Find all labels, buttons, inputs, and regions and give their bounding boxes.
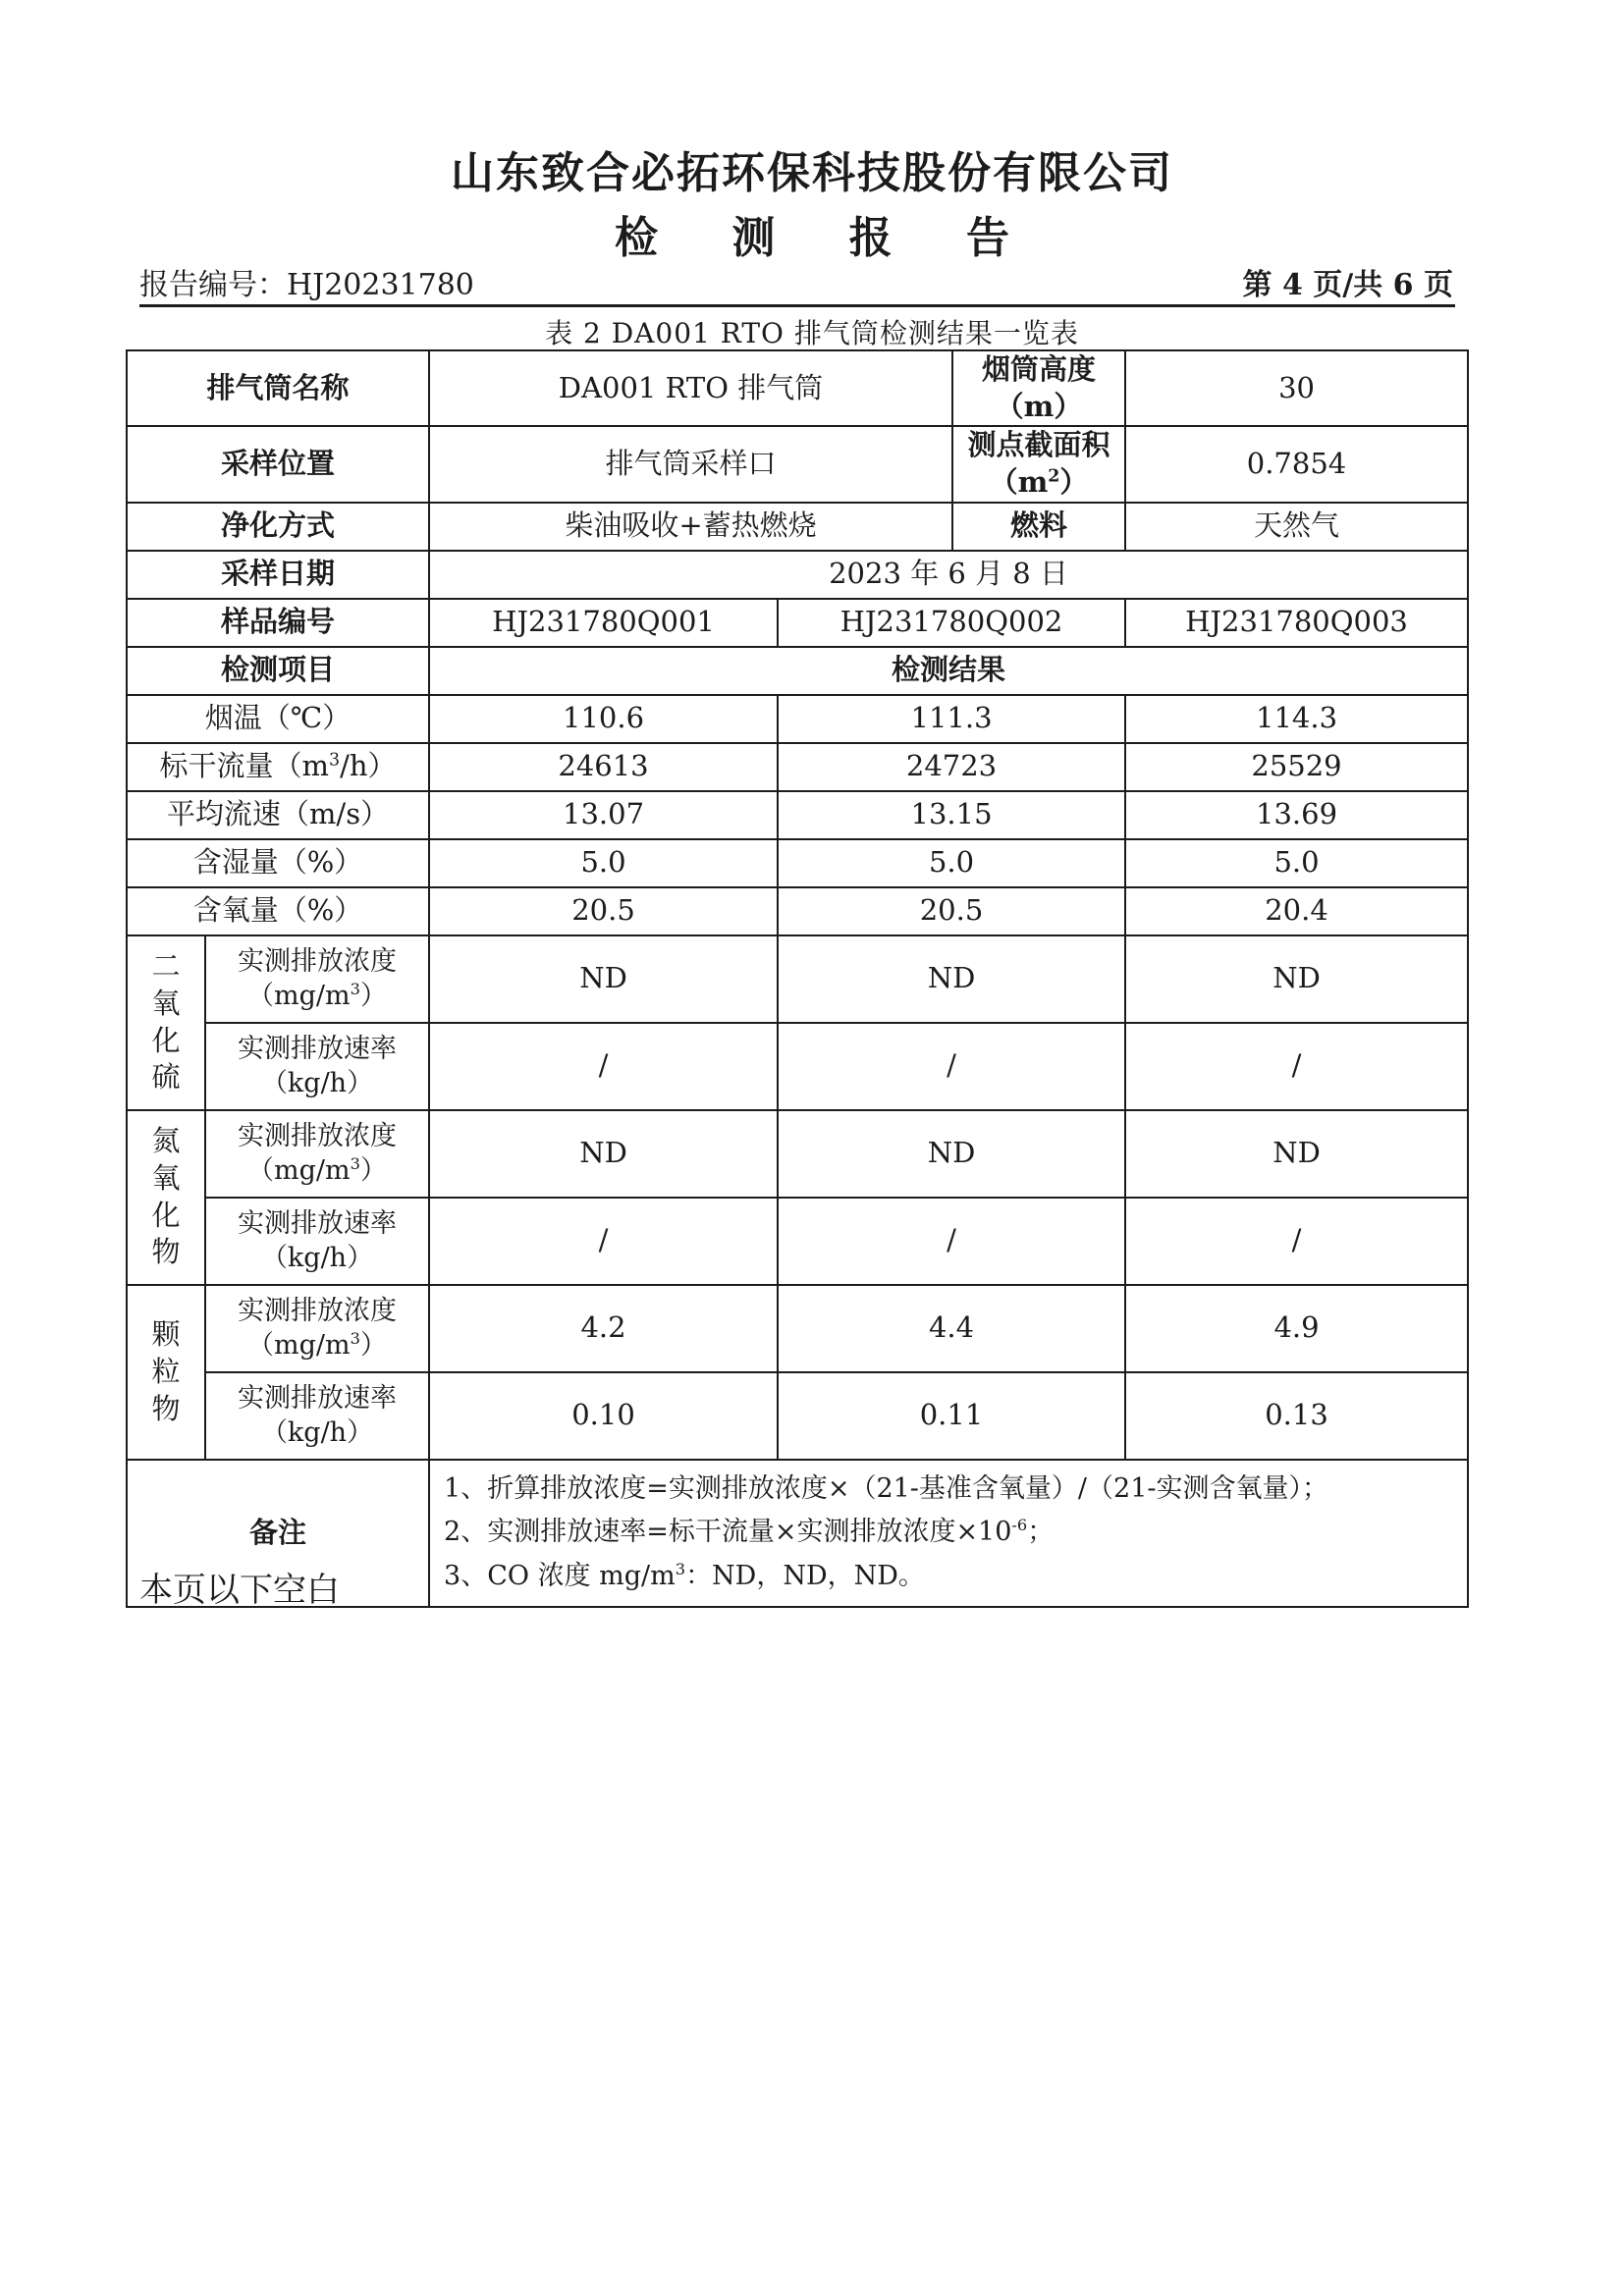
flow-label-text: 标干流量（m <box>159 749 329 783</box>
stack-name-label: 排气筒名称 <box>127 350 429 426</box>
so2-conc-value: ND <box>1125 935 1468 1023</box>
nox-name-cell <box>127 1110 205 1285</box>
pm-conc-value: 4.2 <box>429 1285 778 1372</box>
location-value: 排气筒采样口 <box>429 426 952 502</box>
pollutant-name-char: 物 <box>151 1391 181 1425</box>
nox-conc-value: ND <box>1125 1110 1468 1198</box>
item-header-row <box>127 647 1468 695</box>
remarks-label: 备注 <box>127 1460 429 1607</box>
remark-line-2-text: 2、实测排放速率=标干流量×实测排放浓度×10 <box>444 1517 1012 1548</box>
rate-label: 实测排放速率 <box>238 1034 397 1065</box>
pollutant-name-char: 二 <box>151 949 181 984</box>
so2-rate-row <box>127 1023 1468 1110</box>
result-label: 检测结果 <box>429 647 1468 695</box>
temperature-label: 烟温（℃） <box>127 695 429 743</box>
rate-unit: （kg/h） <box>260 1068 374 1099</box>
moisture-label: 含湿量（%） <box>127 839 429 887</box>
blank-page-note: 本页以下空白 <box>139 1571 340 1610</box>
nox-conc-row <box>127 1110 1468 1198</box>
nox-rate-row <box>127 1198 1468 1285</box>
moisture-value: 5.0 <box>778 839 1125 887</box>
nox-rate-value: / <box>1125 1198 1468 1285</box>
area-value: 0.7854 <box>1125 426 1468 502</box>
sample-id: HJ231780Q003 <box>1125 599 1468 647</box>
date-value: 2023 年 6 月 8 日 <box>429 551 1468 599</box>
rate-label: 实测排放速率 <box>238 1383 397 1415</box>
method-row <box>127 503 1468 551</box>
table-caption: 表 2 DA001 RTO 排气筒检测结果一览表 <box>545 317 1079 349</box>
method-label: 净化方式 <box>127 503 429 551</box>
nox-conc-value: ND <box>429 1110 778 1198</box>
stack-name-row <box>127 350 1468 426</box>
flow-label: 标干流量$(m^3/h)$ <box>127 743 429 791</box>
company-name: 山东致合必拓环保科技股份有限公司 <box>451 148 1173 198</box>
oxygen-value: 20.5 <box>429 887 778 935</box>
pollutant-name-char: 粒 <box>151 1354 181 1388</box>
pollutant-name-char: 氮 <box>151 1124 181 1158</box>
sample-id: HJ231780Q001 <box>429 599 778 647</box>
item-label: 检测项目 <box>127 647 429 695</box>
stack-height-label: 烟筒高度（m） <box>952 350 1125 426</box>
fuel-value: 天然气 <box>1125 503 1468 551</box>
nox-rate-value: / <box>429 1198 778 1285</box>
pm-conc-value: 4.9 <box>1125 1285 1468 1372</box>
area-label-end: ） <box>1059 465 1089 500</box>
velocity-value: 13.15 <box>778 791 1125 839</box>
so2-conc-value: ND <box>778 935 1125 1023</box>
location-row <box>127 426 1468 502</box>
temperature-value: 114.3 <box>1125 695 1468 743</box>
date-row <box>127 551 1468 599</box>
rate-label: 实测排放速率 <box>238 1208 397 1240</box>
velocity-row <box>127 791 1468 839</box>
rate-unit: （kg/h） <box>260 1417 374 1449</box>
stack-name-value: DA001 RTO 排气筒 <box>429 350 952 426</box>
sample-label: 样品编号 <box>127 599 429 647</box>
moisture-value: 5.0 <box>1125 839 1468 887</box>
pm-name-cell <box>127 1285 205 1460</box>
pollutant-name-char: 颗 <box>151 1317 181 1352</box>
conc-label-cell <box>205 935 429 1023</box>
conc-unit: $(mg/m^3)$ <box>247 1329 387 1362</box>
pm-conc-value: 4.4 <box>778 1285 1125 1372</box>
remark-line-3-end: ：ND，ND，ND。 <box>685 1561 925 1592</box>
flow-row <box>127 743 1468 791</box>
velocity-value: 13.07 <box>429 791 778 839</box>
pm-rate-value: 0.11 <box>778 1372 1125 1460</box>
fuel-label: 燃料 <box>952 503 1125 551</box>
remark-line-2 <box>444 1511 1467 1555</box>
conc-label: 实测排放浓度 <box>238 946 397 978</box>
so2-conc-row <box>127 935 1468 1023</box>
conc-unit-text: （mg/m <box>247 981 351 1012</box>
conc-unit-text: （mg/m <box>247 1155 351 1187</box>
results-table <box>126 349 1469 1608</box>
remark-line-3: 3、CO 浓度 $mg/m^3$：ND，ND，ND。 <box>444 1560 925 1592</box>
method-value: 柴油吸收+蓄热燃烧 <box>429 503 952 551</box>
temperature-value: 111.3 <box>778 695 1125 743</box>
remark-line-3-text: 3、CO 浓度 mg/m <box>444 1561 676 1592</box>
document-title: 检 测 报 告 <box>615 213 1039 263</box>
moisture-row <box>127 839 1468 887</box>
flow-value: 25529 <box>1125 743 1468 791</box>
pollutant-name-char: 物 <box>151 1235 181 1269</box>
remark-line-2-end: ； <box>1027 1517 1055 1548</box>
conc-unit-end: ） <box>359 981 387 1012</box>
sample-id: HJ231780Q002 <box>778 599 1125 647</box>
oxygen-value: 20.5 <box>778 887 1125 935</box>
report-number: 报告编号：HJ20231780 <box>139 268 474 302</box>
rate-unit: （kg/h） <box>260 1243 374 1274</box>
conc-label: 实测排放浓度 <box>238 1121 397 1152</box>
conc-unit: $(mg/m^3)$ <box>247 1154 387 1187</box>
conc-label-cell <box>205 1285 429 1372</box>
remarks-content <box>429 1460 1468 1607</box>
location-label: 采样位置 <box>127 426 429 502</box>
so2-rate-value: / <box>429 1023 778 1110</box>
temperature-value: 110.6 <box>429 695 778 743</box>
rate-label-cell <box>205 1372 429 1460</box>
pm-rate-value: 0.13 <box>1125 1372 1468 1460</box>
rate-label-cell <box>205 1023 429 1110</box>
conc-unit-end: ） <box>359 1155 387 1187</box>
remark-line-1: 1、折算排放浓度=实测排放浓度×（21-基准含氧量）/（21-实测含氧量）； <box>444 1472 1328 1504</box>
pollutant-name-char: 硫 <box>151 1060 181 1095</box>
nox-conc-value: ND <box>778 1110 1125 1198</box>
oxygen-label: 含氧量（%） <box>127 887 429 935</box>
page-indicator: 第 4 页/共 6 页 <box>1242 268 1453 302</box>
pollutant-name-char: 氧 <box>151 1161 181 1196</box>
conc-label-cell <box>205 1110 429 1198</box>
conc-unit: $(mg/m^3)$ <box>247 980 387 1012</box>
sample-row <box>127 599 1468 647</box>
pollutant-name-char: 化 <box>151 1198 181 1232</box>
temperature-row <box>127 695 1468 743</box>
pollutant-name-char: 化 <box>151 1023 181 1057</box>
rate-label-cell <box>205 1198 429 1285</box>
pm-rate-value: 0.10 <box>429 1372 778 1460</box>
so2-rate-value: / <box>1125 1023 1468 1110</box>
remark-line-2-exponent: -6 <box>1011 1516 1028 1535</box>
so2-conc-value: ND <box>429 935 778 1023</box>
conc-label: 实测排放浓度 <box>238 1296 397 1327</box>
so2-rate-value: / <box>778 1023 1125 1110</box>
area-label-text: 测点截面积（m <box>967 428 1110 500</box>
pm-rate-row <box>127 1372 1468 1460</box>
nox-rate-value: / <box>778 1198 1125 1285</box>
flow-value: 24723 <box>778 743 1125 791</box>
oxygen-row <box>127 887 1468 935</box>
pm-conc-row <box>127 1285 1468 1372</box>
moisture-value: 5.0 <box>429 839 778 887</box>
pollutant-name-char: 氧 <box>151 987 181 1021</box>
flow-label-end: /h） <box>340 749 397 783</box>
velocity-value: 13.69 <box>1125 791 1468 839</box>
date-label: 采样日期 <box>127 551 429 599</box>
header-rule <box>139 304 1455 307</box>
conc-unit-end: ） <box>359 1330 387 1362</box>
area-label: 测点截面积$(m^2)$ <box>952 426 1125 502</box>
oxygen-value: 20.4 <box>1125 887 1468 935</box>
so2-name-cell <box>127 935 205 1110</box>
stack-height-value: 30 <box>1125 350 1468 426</box>
flow-value: 24613 <box>429 743 778 791</box>
velocity-label: 平均流速（m/s） <box>127 791 429 839</box>
conc-unit-text: （mg/m <box>247 1330 351 1362</box>
